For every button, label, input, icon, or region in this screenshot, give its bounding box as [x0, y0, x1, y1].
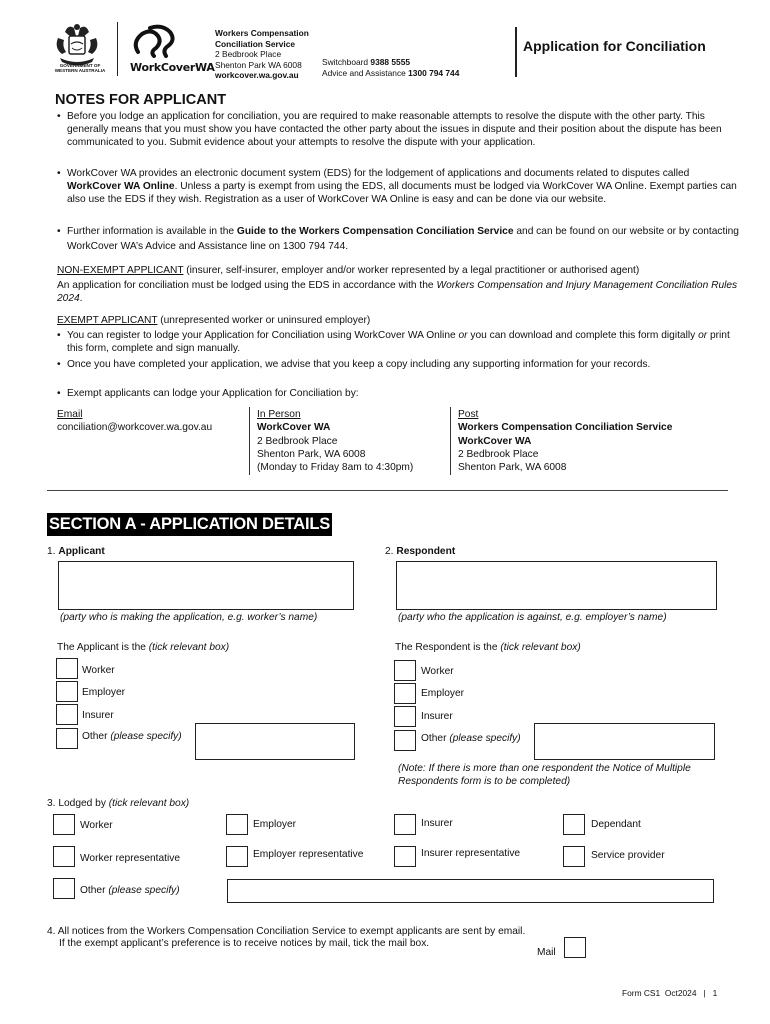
respondent-hint: (party who the application is against, e.g. employer’s name) — [398, 612, 667, 623]
address-line-1: 2 Bedbrook Place — [215, 49, 282, 59]
workcover-wa-logo — [128, 22, 186, 62]
address-line-2: Shenton Park WA 6008 — [215, 59, 302, 70]
lodged-worker-label: Worker — [80, 820, 113, 831]
header-contact-phones — [322, 57, 459, 78]
workcover-wa-wordmark: WorkCoverWA — [130, 61, 215, 74]
lodged-employer-rep-checkbox[interactable] — [226, 846, 248, 867]
applicant-name-field[interactable] — [58, 561, 354, 610]
non-exempt-section: NON-EXEMPT APPLICANT (insurer, self-insurer, employer and/or worker represented by a legal practitioner or authorised agent) An application for conciliation must be lodged using the EDS in accordance with the Workers Compensation and Injury Management Conciliation Rules 2024. — [57, 265, 738, 305]
exempt-bullet-1: • You can register to lodge your Application for Conciliation using WorkCover WA Online or you can download and complete this form digitally or print this form, complete and sign manually. — [57, 330, 730, 355]
advice-label: Advice and Assistance — [322, 67, 406, 78]
website-link[interactable]: workcover.wa.gov.au — [215, 70, 299, 80]
bullet-icon: • — [57, 111, 61, 122]
notes-bullet-2: • WorkCover WA provides an electronic document system (EDS) for the lodgement of applications and documents related to disputes called WorkCover WA Online. Unless a party is exempt from using the EDS, all documents must be lodged via WorkCover WA Online. Exempt parties can also use the EDS if they wish. Registration as a user of WorkCover WA Online is easy and can be done via our website. — [57, 168, 737, 206]
lodged-employer-label: Employer — [253, 819, 297, 830]
exempt-heading-line: EXEMPT APPLICANT (unrepresented worker or uninsured employer) — [57, 315, 371, 326]
lodged-other-checkbox[interactable] — [53, 878, 75, 899]
applicant-other-label: Other (please specify) — [82, 731, 182, 742]
exempt-bullet-2: • Once you have completed your application, we advise that you keep a copy including any supporting information for your records. — [57, 359, 651, 370]
applicant-worker-label: Worker — [82, 665, 115, 676]
lodged-insurer-rep-label: Insurer representative — [421, 848, 521, 859]
lodged-dependant-checkbox[interactable] — [563, 814, 585, 835]
bullet-icon: • — [57, 388, 61, 399]
exempt-heading: EXEMPT APPLICANT — [57, 315, 158, 326]
lodged-employer-checkbox[interactable] — [226, 814, 248, 835]
applicant-insurer-checkbox[interactable] — [56, 704, 78, 725]
mail-checkbox[interactable] — [564, 937, 586, 958]
advice-number: 1300 794 744 — [408, 67, 460, 78]
applicant-hint: (party who is making the application, e.g. worker’s name) — [60, 612, 318, 623]
gov-wa-text: GOVERNMENT OF WESTERN AUSTRALIA — [54, 63, 106, 73]
page-footer: Form CS1 Oct2024 | 1 — [622, 988, 718, 998]
applicant-employer-label: Employer — [82, 687, 126, 698]
switchboard-label: Switchboard — [322, 57, 369, 67]
lodged-service-provider-label: Service provider — [591, 850, 665, 861]
column-divider — [249, 407, 250, 475]
notes-heading: NOTES FOR APPLICANT — [55, 92, 227, 108]
respondent-other-label: Other (please specify) — [421, 733, 521, 744]
title-divider — [515, 27, 517, 77]
form-title: Application for Conciliation — [523, 38, 706, 54]
respondent-insurer-checkbox[interactable] — [394, 706, 416, 727]
notices-line-2: If the exempt applicant’s preference is to receive notices by mail, tick the mail box. — [59, 938, 430, 949]
respondent-worker-checkbox[interactable] — [394, 660, 416, 681]
switchboard-number: 9388 5555 — [370, 57, 411, 67]
respondent-worker-label: Worker — [421, 666, 454, 677]
service-name: Workers Compensation Conciliation Service — [215, 28, 309, 49]
lodged-insurer-label: Insurer — [421, 818, 453, 829]
header-contact-address — [215, 28, 320, 81]
respondent-employer-label: Employer — [421, 688, 465, 699]
lodged-by-label: 3. Lodged by (tick relevant box) — [47, 798, 190, 809]
multiple-respondents-note: (Note: If there is more than one respondent the Notice of Multiple Respondents form is to be completed) — [398, 763, 691, 788]
lodge-post: Post Workers Compensation Conciliation Service WorkCover WA 2 Bedbrook Place Shenton Park, WA 6008 — [458, 409, 673, 473]
header-divider — [117, 22, 118, 76]
column-divider — [450, 407, 451, 475]
respondent-employer-checkbox[interactable] — [394, 683, 416, 704]
applicant-other-checkbox[interactable] — [56, 728, 78, 749]
notes-bullet-3: • Further information is available in the Guide to the Workers Compensation Conciliation Service and can be found on our website or by contacting WorkCover WA’s Advice and Assistance line on 1300 794 744. — [57, 226, 739, 253]
respondent-other-checkbox[interactable] — [394, 730, 416, 751]
mail-label: Mail — [537, 947, 556, 958]
lodged-insurer-rep-checkbox[interactable] — [394, 846, 416, 867]
bullet-icon: • — [57, 226, 61, 237]
bullet-icon: • — [57, 359, 61, 370]
lodge-in-person: In Person WorkCover WA 2 Bedbrook Place Shenton Park, WA 6008 (Monday to Friday 8am to 4:30pm) — [257, 409, 414, 473]
respondent-name-field[interactable] — [396, 561, 717, 610]
section-a-heading: SECTION A - APPLICATION DETAILS — [47, 513, 332, 536]
applicant-insurer-label: Insurer — [82, 710, 114, 721]
respondent-type-prompt: The Respondent is the (tick relevant box) — [395, 642, 581, 653]
applicant-worker-checkbox[interactable] — [56, 658, 78, 679]
email-address[interactable]: conciliation@workcover.wa.gov.au — [57, 422, 213, 434]
lodged-worker-rep-checkbox[interactable] — [53, 846, 75, 867]
lodged-other-field[interactable] — [227, 879, 714, 903]
respondent-insurer-label: Insurer — [421, 711, 453, 722]
bullet-icon: • — [57, 330, 61, 341]
respondent-other-field[interactable] — [534, 723, 715, 760]
lodge-email: Email conciliation@workcover.wa.gov.au — [57, 409, 213, 434]
applicant-type-prompt: The Applicant is the (tick relevant box) — [57, 642, 230, 653]
lodged-employer-rep-label: Employer representative — [253, 849, 364, 860]
applicant-employer-checkbox[interactable] — [56, 681, 78, 702]
non-exempt-heading: NON-EXEMPT APPLICANT — [57, 265, 184, 276]
bullet-icon: • — [57, 168, 61, 179]
lodged-insurer-checkbox[interactable] — [394, 814, 416, 835]
notes-bullet-1: • Before you lodge an application for conciliation, you are required to make reasonable attempts to resolve the dispute with the other party. This generally means that you must show you have contacted the other party about the issues in dispute and their position about the dispute has been communicated to you. Submit evidence about your attempts to resolve the dispute with your application. — [57, 111, 722, 149]
lodged-worker-checkbox[interactable] — [53, 814, 75, 835]
notices-line-1: 4. All notices from the Workers Compensation Conciliation Service to exempt applicants are sent by email. — [47, 926, 526, 937]
lodged-worker-rep-label: Worker representative — [80, 853, 181, 864]
section-divider — [47, 490, 728, 491]
lodged-service-provider-checkbox[interactable] — [563, 846, 585, 867]
page-number: 1 — [712, 988, 718, 998]
lodged-other-label: Other (please specify) — [80, 885, 180, 896]
lodged-dependant-label: Dependant — [591, 819, 641, 830]
exempt-bullet-3: • Exempt applicants can lodge your Application for Conciliation by: — [57, 388, 359, 399]
respondent-label: 2. Respondent — [385, 546, 456, 557]
applicant-other-field[interactable] — [195, 723, 355, 760]
applicant-label: 1. Applicant — [47, 546, 105, 557]
